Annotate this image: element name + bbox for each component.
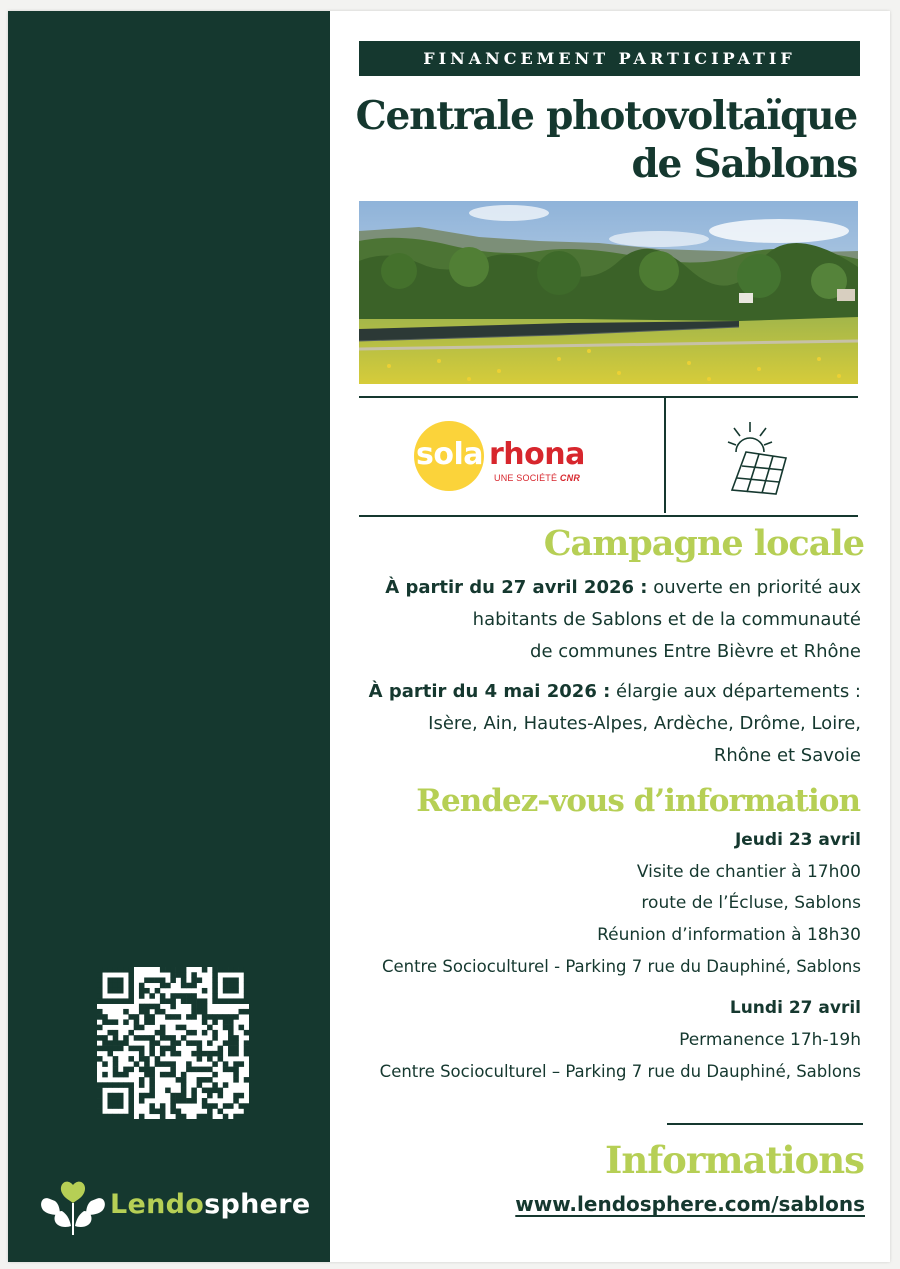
event-day1-item2-place: Centre Socioculturel - Parking 7 rue du Dauphiné, Sablons — [381, 957, 861, 976]
brand-name — [110, 1189, 310, 1220]
logo-tagline-brand: CNR — [559, 473, 581, 483]
page-title — [337, 92, 857, 188]
event-day1-item1-place: route de l’Écluse, Sablons — [641, 893, 861, 913]
lendosphere-logo[interactable] — [38, 1177, 318, 1237]
event-day2-item1: Permanence 17h-19h — [679, 1030, 861, 1050]
qr-code-icon[interactable] — [97, 967, 249, 1119]
phase1-text-a: ouverte en priorité aux — [647, 577, 861, 598]
title-line1: Centrale photovoltaïque — [355, 93, 857, 139]
phase1-date: À partir du 27 avril 2026 : — [385, 577, 648, 598]
event-day1-item2: Réunion d’information à 18h30 — [597, 925, 861, 945]
phase2-date: À partir du 4 mai 2026 : — [368, 681, 611, 702]
ginkgo-leaves-icon — [38, 1177, 108, 1237]
logo-word-sola: sola — [416, 437, 483, 472]
event-day1-item1: Visite de chantier à 17h00 — [636, 862, 861, 882]
event-day2: Lundi 27 avril — [729, 998, 861, 1018]
title-line2: de Sablons — [631, 141, 857, 187]
phase1-text-b: habitants de Sablons et de la communauté — [472, 609, 861, 630]
solar-farm-photo — [359, 201, 858, 384]
info-divider — [667, 1123, 863, 1125]
solarhona-logo[interactable] — [414, 421, 604, 491]
info-url-link[interactable]: www.lendosphere.com/sablons — [515, 1192, 865, 1216]
phase2-text-b: Isère, Ain, Hautes-Alpes, Ardèche, Drôme, Loire, — [428, 713, 861, 734]
event-day2-item1-place: Centre Socioculturel – Parking 7 rue du Dauphiné, Sablons — [379, 1062, 861, 1081]
brand-part2: sphere — [204, 1189, 311, 1220]
logo-tagline — [494, 473, 580, 483]
phase2-text-c: Rhône et Savoie — [713, 745, 861, 766]
partner-logos — [359, 396, 858, 517]
logo-tagline-text: UNE SOCIÉTÉ — [494, 473, 558, 483]
logo-divider — [664, 398, 666, 513]
campaign-phase2 — [341, 676, 861, 772]
campaign-heading: Campagne locale — [543, 523, 864, 564]
phase1-text-c: de communes Entre Bièvre et Rhône — [530, 641, 861, 662]
events-heading: Rendez-vous d’information — [416, 783, 860, 819]
banner: FINANCEMENT PARTICIPATIF — [359, 41, 860, 76]
brand-part1: Lendo — [110, 1189, 205, 1220]
logo-word-rhona: rhona — [489, 437, 585, 472]
phase2-text-a: élargie aux départements : — [610, 681, 861, 702]
info-heading: Informations — [605, 1138, 864, 1182]
solar-panel-sun-icon — [726, 414, 792, 496]
campaign-phase1 — [341, 572, 861, 668]
event-day1: Jeudi 23 avril — [734, 830, 861, 850]
